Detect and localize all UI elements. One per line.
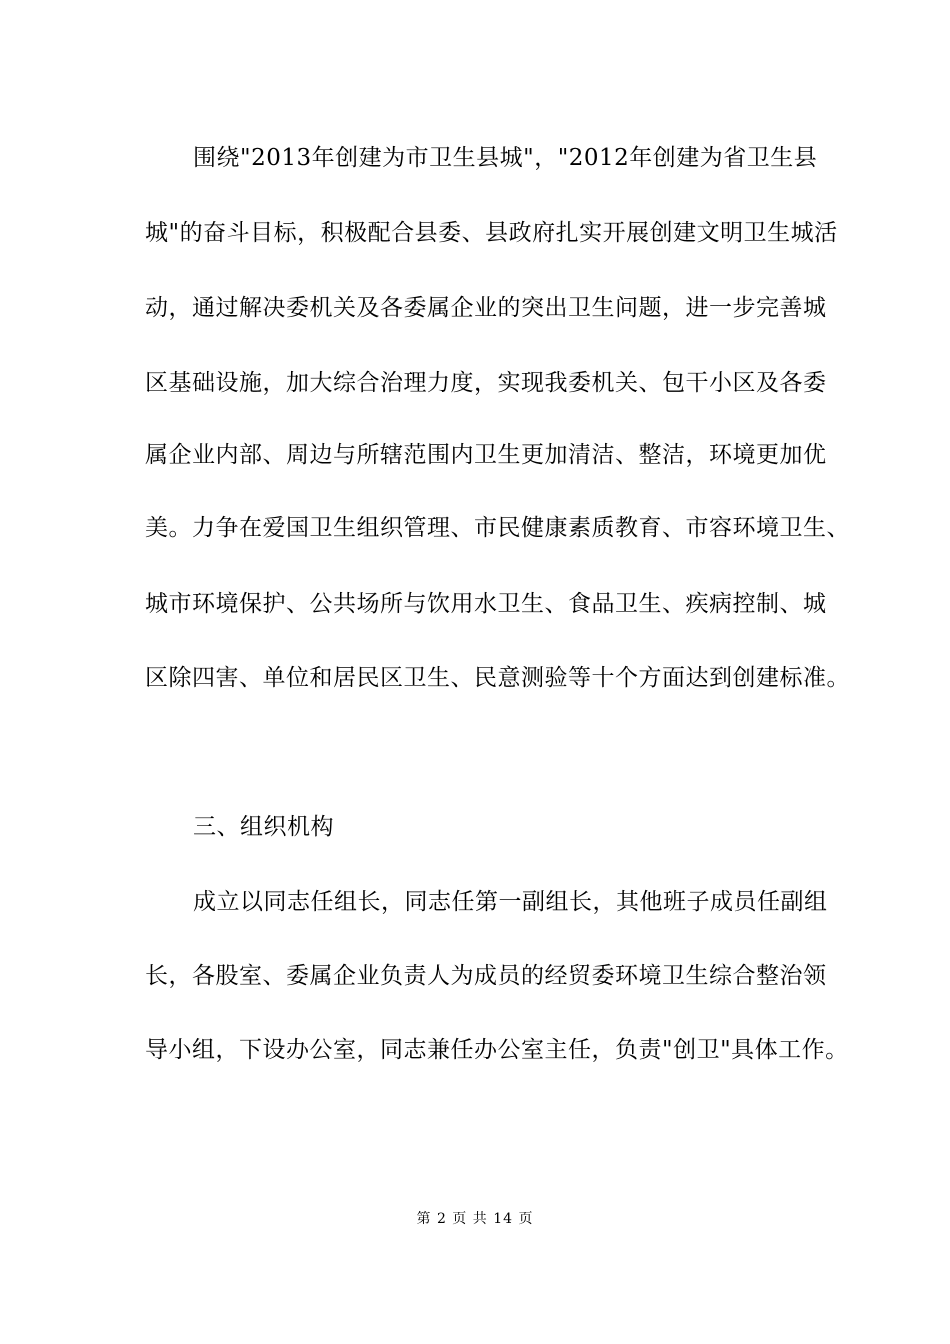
page-number-footer: 第 2 页 共 14 页 bbox=[416, 1211, 534, 1227]
paragraph1-line-5: 属企业内部、周边与所辖范围内卫生更加清洁、整洁，环境更加优 bbox=[145, 442, 827, 468]
paragraph2-line-2: 长，各股室、委属企业负责人为成员的经贸委环境卫生综合整治领 bbox=[145, 963, 827, 989]
paragraph1-line-4: 区基础设施，加大综合治理力度，实现我委机关、包干小区及各委 bbox=[145, 370, 827, 396]
section-heading: 三、组织机构 bbox=[193, 814, 334, 840]
paragraph1-line-3: 动，通过解决委机关及各委属企业的突出卫生问题，进一步完善城 bbox=[145, 295, 827, 321]
paragraph2-line-1: 成立以同志任组长，同志任第一副组长，其他班子成员任副组 bbox=[193, 889, 828, 915]
paragraph1-line-2: 城"的奋斗目标，积极配合县委、县政府扎实开展创建文明卫生城活 bbox=[145, 220, 838, 246]
paragraph2-line-3: 导小组，下设办公室，同志兼任办公室主任，负责"创卫"具体工作。 bbox=[145, 1037, 849, 1063]
paragraph1-line-7: 城市环境保护、公共场所与饮用水卫生、食品卫生、疾病控制、城 bbox=[145, 591, 827, 617]
paragraph1-line-8: 区除四害、单位和居民区卫生、民意测验等十个方面达到创建标准。 bbox=[145, 665, 850, 691]
paragraph1-line-6: 美。力争在爱国卫生组织管理、市民健康素质教育、市容环境卫生、 bbox=[145, 515, 850, 541]
paragraph1-line-1: 围绕"2013年创建为市卫生县城"，"2012年创建为省卫生县 bbox=[193, 145, 818, 171]
